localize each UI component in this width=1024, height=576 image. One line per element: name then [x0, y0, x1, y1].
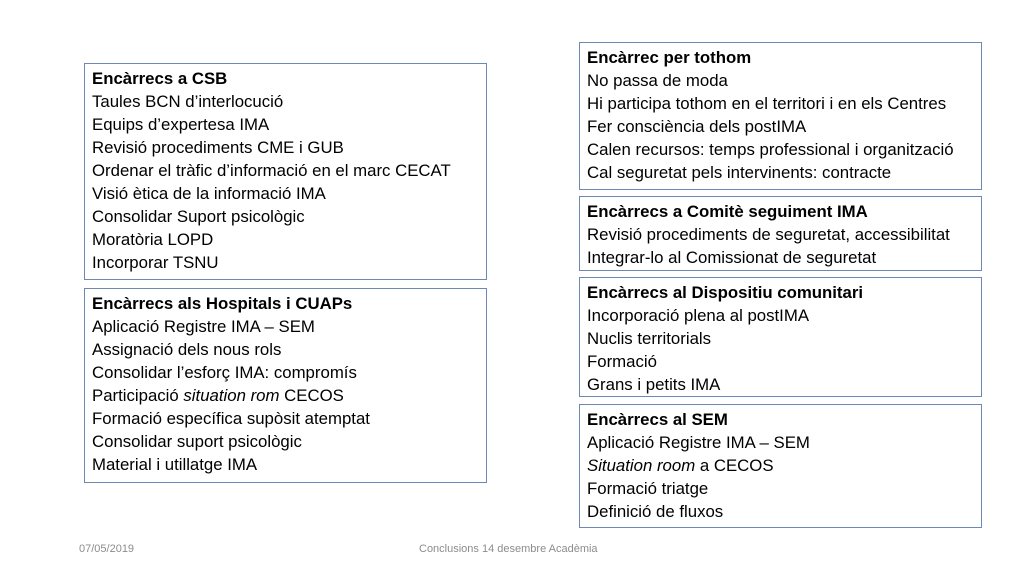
- footer-title: Conclusions 14 desembre Acadèmia: [419, 543, 598, 555]
- list-item: Incorporar TSNU: [92, 253, 219, 272]
- list-item-situation: [587, 454, 974, 477]
- box-title: Encàrrecs a CSB: [92, 69, 228, 88]
- list-item: Consolidar Suport psicològic: [92, 207, 305, 226]
- box-title: Encàrrecs al SEM: [587, 410, 728, 429]
- list-item: Taules BCN d’interlocució: [92, 92, 284, 111]
- box-encarrecs-hospitals: [84, 288, 487, 483]
- box-encarrecs-sem: [579, 404, 982, 528]
- participacio-prefix: Participació: [92, 386, 184, 405]
- list-item: Hi participa tothom en el territori i en els Centres: [587, 94, 947, 113]
- list-item: Nuclis territorials: [587, 329, 712, 348]
- situation-italic: Situation room: [587, 456, 696, 475]
- list-item: Formació triatge: [587, 479, 709, 498]
- box-title: Encàrrec per tothom: [587, 48, 752, 67]
- list-item: Integrar-lo al Comissionat de seguretat: [587, 248, 877, 267]
- list-item: Ordenar el tràfic d’informació en el marc CECAT: [92, 161, 451, 180]
- box-encarrec-tothom: [579, 42, 982, 190]
- box-encarrecs-dispositiu: [579, 277, 982, 397]
- list-item: Assignació dels nous rols: [92, 340, 282, 359]
- list-item: Incorporació plena al postIMA: [587, 306, 810, 325]
- participacio-italic: situation rom: [183, 386, 280, 405]
- list-item: Cal seguretat pels intervinents: contracte: [587, 163, 892, 182]
- box-encarrecs-csb: [84, 63, 487, 280]
- list-item: Visió ètica de la informació IMA: [92, 184, 326, 203]
- list-item: Consolidar suport psicològic: [92, 432, 302, 451]
- list-item: Grans i petits IMA: [587, 375, 721, 394]
- list-item: Aplicació Registre IMA – SEM: [92, 317, 315, 336]
- list-item-participacio: [92, 384, 479, 407]
- list-item: Formació específica supòsit atemptat: [92, 409, 370, 428]
- situation-suffix: a CECOS: [695, 456, 774, 475]
- list-item: Equips d’expertesa IMA: [92, 115, 270, 134]
- list-item: Calen recursos: temps professional i organització: [587, 140, 954, 159]
- box-title: Encàrrecs als Hospitals i CUAPs: [92, 294, 353, 313]
- list-item: Revisió procediments CME i GUB: [92, 138, 344, 157]
- box-title: Encàrrecs a Comitè seguiment IMA: [587, 202, 868, 221]
- list-item: Moratòria LOPD: [92, 230, 214, 249]
- list-item: No passa de moda: [587, 71, 728, 90]
- list-item: Aplicació Registre IMA – SEM: [587, 433, 810, 452]
- participacio-suffix: CECOS: [279, 386, 344, 405]
- box-title: Encàrrecs al Dispositiu comunitari: [587, 283, 864, 302]
- footer-date: 07/05/2019: [79, 543, 135, 555]
- box-encarrecs-comite: [579, 196, 982, 271]
- list-item: Formació: [587, 352, 657, 371]
- list-item: Material i utillatge IMA: [92, 455, 258, 474]
- list-item: Definició de fluxos: [587, 502, 724, 521]
- list-item: Revisió procediments de seguretat, accessibilitat: [587, 225, 950, 244]
- list-item: Fer consciència dels postIMA: [587, 117, 807, 136]
- list-item: Consolidar l’esforç IMA: compromís: [92, 363, 357, 382]
